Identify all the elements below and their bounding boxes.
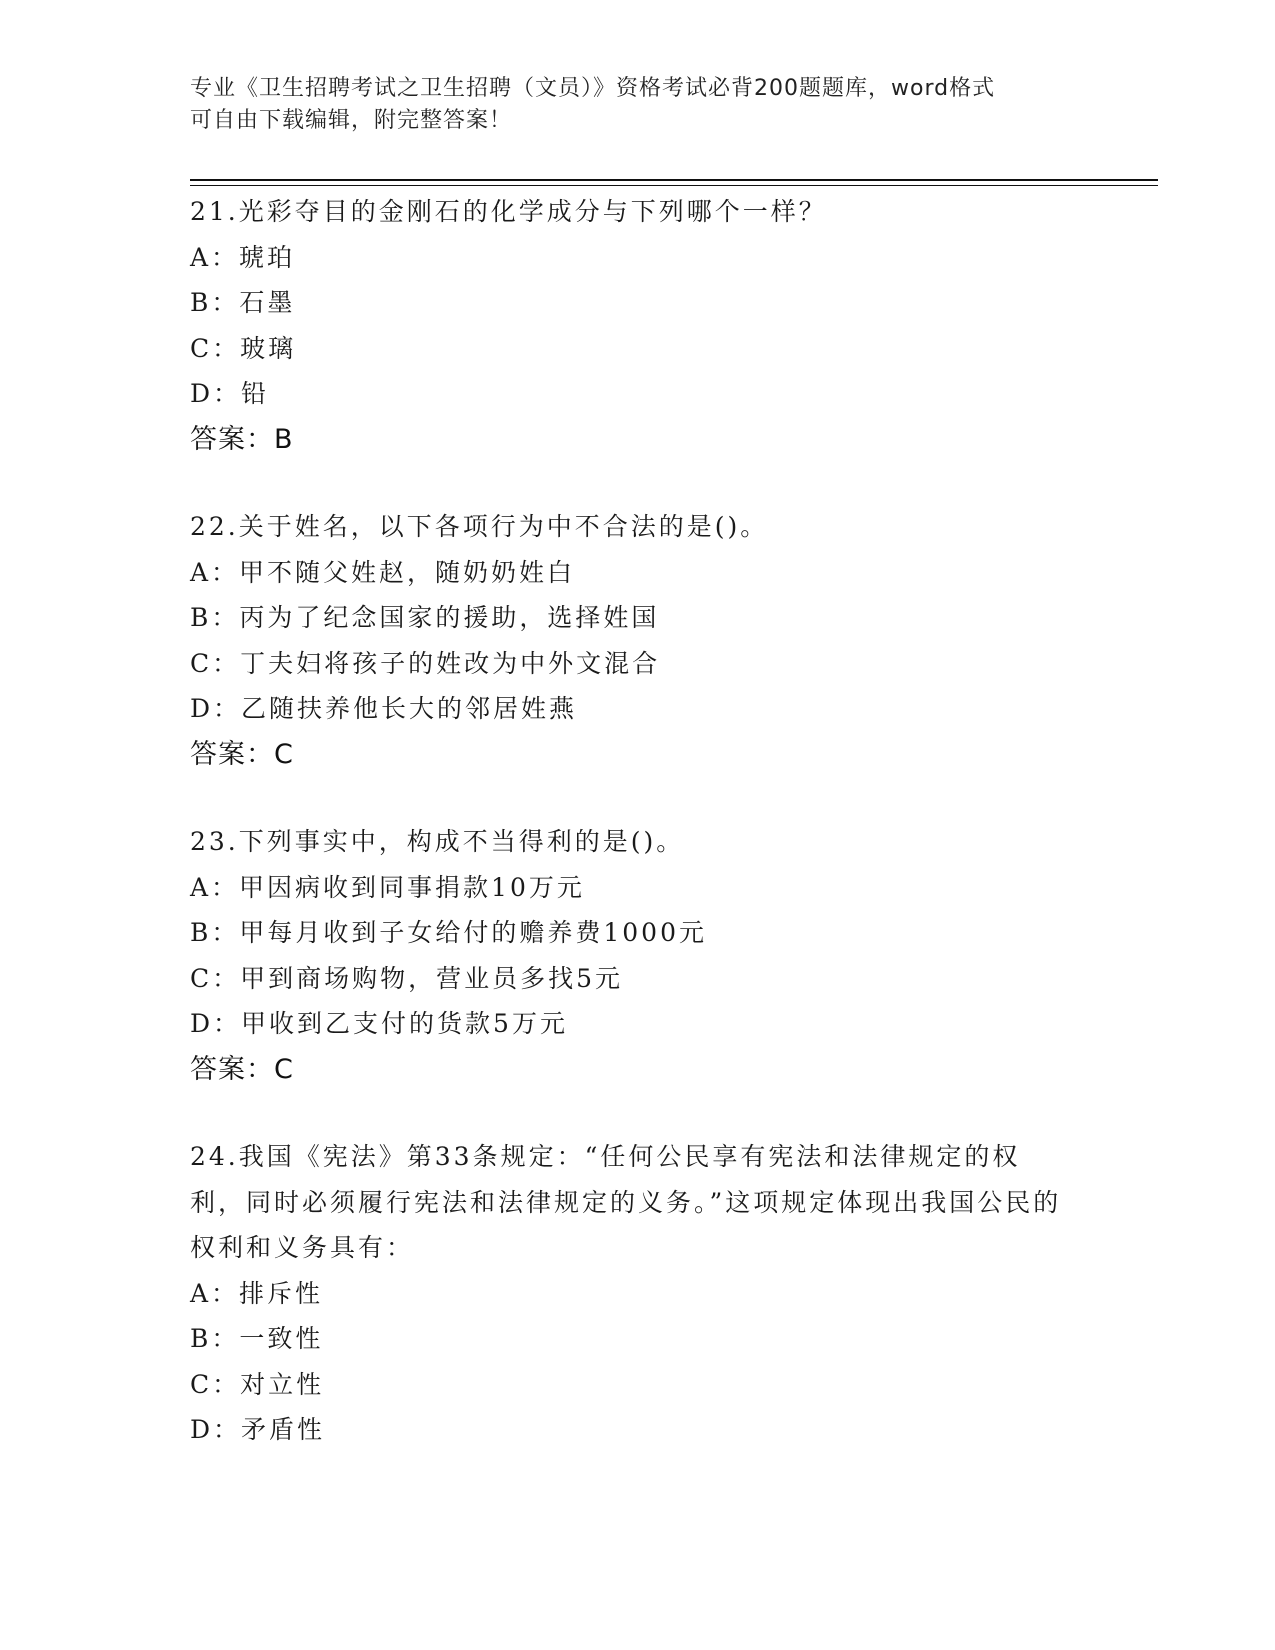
- option-c: C：对立性: [190, 1369, 325, 1399]
- option-c: C：甲到商场购物，营业员多找5元: [190, 963, 624, 993]
- option-d: D：甲收到乙支付的货款5万元: [190, 1009, 568, 1038]
- question-stem: 22.关于姓名，以下各项行为中不合法的是()。: [190, 512, 769, 541]
- header-divider-thin: [190, 185, 1158, 186]
- question-23: [190, 819, 1070, 1092]
- answer-line: 答案：B: [190, 423, 294, 455]
- option-b: B：石墨: [190, 288, 296, 317]
- question-24: [190, 1134, 1070, 1453]
- question-list: [190, 189, 1070, 1495]
- question-21: [190, 189, 1070, 462]
- option-a: A：琥珀: [190, 242, 296, 272]
- option-d: D：乙随扶养他长大的邻居姓燕: [190, 694, 578, 723]
- header-line-2: 可自由下载编辑，附完整答案！: [190, 108, 513, 133]
- option-c: C：丁夫妇将孩子的姓改为中外文混合: [190, 648, 661, 678]
- question-stem: 23.下列事实中，构成不当得利的是()。: [190, 827, 685, 856]
- option-d: D：铅: [190, 379, 270, 408]
- header-line-1: 专业《卫生招聘考试之卫生招聘（文员）》资格考试必背200题题库，word格式: [190, 76, 996, 101]
- option-a: A：甲因病收到同事捐款10万元: [190, 872, 585, 902]
- option-b: B：甲每月收到子女给付的赡养费1000元: [190, 918, 707, 947]
- option-a: A：甲不随父姓赵，随奶奶姓白: [190, 557, 576, 587]
- option-c: C：玻璃: [190, 333, 297, 363]
- answer-line: 答案：C: [190, 1053, 294, 1085]
- option-b: B：丙为了纪念国家的援助，选择姓国: [190, 603, 660, 632]
- option-d: D：矛盾性: [190, 1415, 326, 1444]
- question-stem: 21.光彩夺目的金刚石的化学成分与下列哪个一样？: [190, 197, 827, 226]
- document-header: [190, 73, 1070, 137]
- question-stem: 24.我国《宪法》第33条规定：“任何公民享有宪法和法律规定的权利，同时必须履行宪法和法律规定的义务。”这项规定体现出我国公民的权利和义务具有：: [190, 1142, 1062, 1262]
- answer-line: 答案：C: [190, 738, 294, 770]
- option-b: B：一致性: [190, 1324, 324, 1353]
- header-divider-thick: [190, 179, 1158, 181]
- question-22: [190, 504, 1070, 777]
- option-a: A：排斥性: [190, 1278, 324, 1308]
